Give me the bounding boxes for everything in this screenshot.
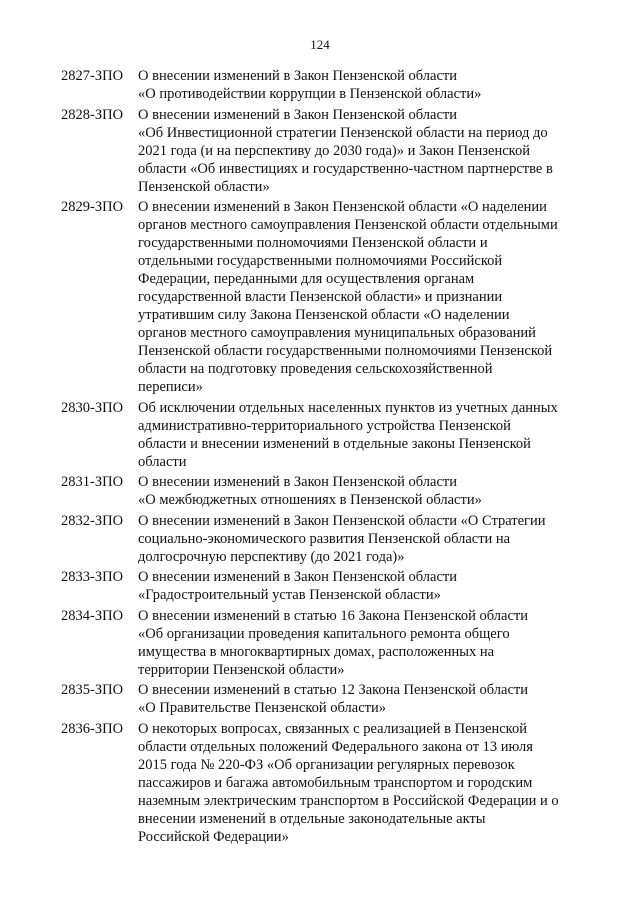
law-title-line: «Градостроительный устав Пензенской области» <box>138 587 441 603</box>
law-title-line: области отдельных положений Федерального закона от 13 июля <box>138 738 533 755</box>
law-title-line: области <box>138 453 187 470</box>
law-title-line: государственной власти Пензенской области» и признании <box>138 289 503 305</box>
law-number: 2831-ЗПО <box>61 474 124 490</box>
law-title-line: государственными полномочиями Пензенской области и <box>138 235 488 251</box>
law-title-line: территории Пензенской области» <box>138 661 345 678</box>
law-title-line: «О межбюджетных отношениях в Пензенской области» <box>138 492 482 508</box>
law-entry <box>61 512 581 566</box>
law-title-line: 2021 года (и на перспективу до 2030 года)» и Закон Пензенской <box>138 142 530 159</box>
page-number: 124 <box>310 37 330 52</box>
law-title-line: О внесении изменений в Закон Пензенской области <box>138 569 457 585</box>
law-title <box>138 106 581 196</box>
law-title-line: административно-территориального устройства Пензенской <box>138 417 511 434</box>
law-title-line: Федерации, переданными для осуществления органам <box>138 271 475 287</box>
law-title <box>138 512 581 566</box>
law-title-line: «Об Инвестиционной стратегии Пензенской области на период до <box>138 124 548 141</box>
law-title-line: внесении изменений в отдельные законодательные акты <box>138 810 486 827</box>
law-title-line: Российской Федерации» <box>138 828 289 845</box>
law-entry <box>61 67 581 103</box>
law-number: 2835-ЗПО <box>61 682 124 698</box>
law-title-line: пассажиров и багажа автомобильным транспортом и городским <box>138 774 533 791</box>
law-title-line: наземным электрическим транспортом в Российской Федерации и о <box>138 792 559 809</box>
law-entry <box>61 720 581 846</box>
law-list <box>61 67 581 848</box>
law-title-line: «О Правительстве Пензенской области» <box>138 700 387 716</box>
law-title-line: О внесении изменений в Закон Пензенской области <box>138 106 457 123</box>
law-title-line: О внесении изменений в Закон Пензенской области <box>138 474 457 490</box>
law-title <box>138 399 581 471</box>
law-entry <box>61 106 581 196</box>
law-number: 2834-ЗПО <box>61 607 124 624</box>
law-entry <box>61 473 581 509</box>
law-title-line: Пензенской области» <box>138 178 270 195</box>
law-number: 2827-ЗПО <box>61 68 124 84</box>
law-title <box>138 473 581 509</box>
law-title-line: «О противодействии коррупции в Пензенской области» <box>138 86 482 102</box>
law-title <box>138 568 581 604</box>
law-title-line: О внесении изменений в Закон Пензенской области «О наделении <box>138 199 547 215</box>
law-title-line: утратившим силу Закона Пензенской области «О наделении <box>138 307 510 323</box>
law-title-line: органов местного самоуправления муниципальных образований <box>138 325 536 341</box>
law-number: 2833-ЗПО <box>61 569 124 585</box>
law-title-line: О внесении изменений в Закон Пензенской области «О Стратегии <box>138 512 546 529</box>
law-number: 2828-ЗПО <box>61 106 124 123</box>
law-title-line: О некоторых вопросах, связанных с реализацией в Пензенской <box>138 720 527 737</box>
law-title-line: О внесении изменений в Закон Пензенской области <box>138 68 457 84</box>
law-title <box>138 67 581 103</box>
law-number: 2829-ЗПО <box>61 199 124 215</box>
law-title-line: области на подготовку проведения сельскохозяйственной <box>138 361 493 377</box>
law-title-line: Пензенской области государственными полномочиями Пензенской <box>138 343 553 359</box>
law-number: 2830-ЗПО <box>61 399 124 416</box>
law-title-line: области и внесении изменений в отдельные законы Пензенской <box>138 435 531 452</box>
law-title-line: социально-экономического развития Пензенской области на <box>138 530 511 547</box>
law-title-line: О внесении изменений в статью 12 Закона Пензенской области <box>138 682 528 698</box>
law-title-line: 2015 года № 220-ФЗ «Об организации регулярных перевозок <box>138 756 515 773</box>
law-title-line: органов местного самоуправления Пензенской области отдельными <box>138 217 558 233</box>
law-title <box>138 198 581 396</box>
law-title-line: области «Об инвестициях и государственно-частном партнерстве в <box>138 160 553 177</box>
law-title-line: О внесении изменений в статью 16 Закона Пензенской области <box>138 607 528 624</box>
law-title-line: долгосрочную перспективу (до 2021 года)» <box>138 548 405 565</box>
law-title-line: отдельными государственными полномочиями Российской <box>138 253 503 269</box>
law-entry <box>61 607 581 679</box>
law-title-line: имущества в многоквартирных домах, расположенных на <box>138 643 495 660</box>
law-entry <box>61 681 581 717</box>
law-title-line: переписи» <box>138 379 203 395</box>
law-entry <box>61 399 581 471</box>
law-title <box>138 720 581 846</box>
law-entry <box>61 568 581 604</box>
law-title-line: Об исключении отдельных населенных пунктов из учетных данных <box>138 399 558 416</box>
law-title <box>138 681 581 717</box>
law-entry <box>61 198 581 396</box>
law-number: 2832-ЗПО <box>61 512 124 529</box>
law-title-line: «Об организации проведения капитального ремонта общего <box>138 625 510 642</box>
law-number: 2836-ЗПО <box>61 720 124 737</box>
law-title <box>138 607 581 679</box>
